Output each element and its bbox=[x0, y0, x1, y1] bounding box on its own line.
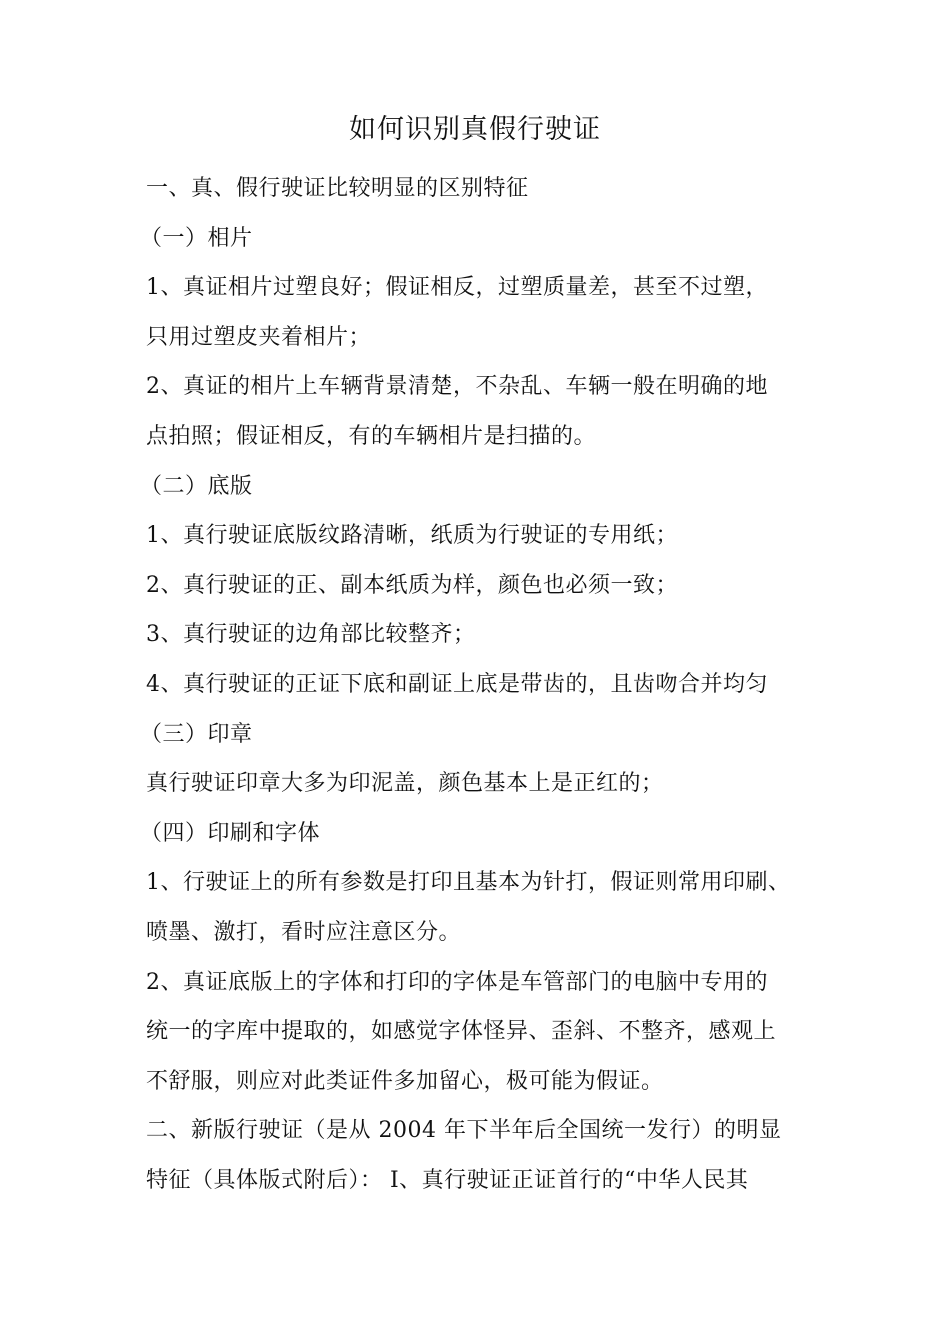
paragraph-line: 1、真证相片过塑良好；假证相反，过塑质量差，甚至不过塑， bbox=[146, 275, 768, 301]
paragraph-line: 不舒服，则应对此类证件多加留心，极可能为假证。 bbox=[146, 1068, 664, 1094]
document-title: 如何识别真假行驶证 bbox=[349, 114, 601, 145]
paragraph-line: 只用过塑皮夹着相片； bbox=[146, 324, 372, 350]
paragraph-line: 4、真行驶证的正证下底和副证上底是带齿的，且齿吻合并均匀 bbox=[146, 671, 768, 697]
document-body bbox=[140, 164, 810, 1205]
subsection-heading: （四）印刷和字体 bbox=[140, 820, 321, 846]
paragraph-line: 2、真证底版上的字体和打印的字体是车管部门的电脑中专用的 bbox=[146, 969, 768, 995]
subsection-heading: （一）相片 bbox=[140, 225, 253, 251]
section-heading: 二、新版行驶证（是从 2004 年下半年后全国统一发行）的明显 bbox=[146, 1118, 782, 1144]
paragraph-line: 特征（具体版式附后）： I、真行驶证正证首行的“中华人民其 bbox=[146, 1167, 749, 1193]
paragraph-line: 2、真证的相片上车辆背景清楚，不杂乱、车辆一般在明确的地 bbox=[146, 374, 768, 400]
paragraph-line: 1、行驶证上的所有参数是打印且基本为针打，假证则常用印刷、 bbox=[146, 870, 791, 896]
paragraph-line: 1、真行驶证底版纹路清晰，纸质为行驶证的专用纸； bbox=[146, 523, 678, 549]
paragraph-line: 2、真行驶证的正、副本纸质为样，颜色也必须一致； bbox=[146, 572, 678, 598]
paragraph-line: 真行驶证印章大多为印泥盖，颜色基本上是正红的； bbox=[146, 771, 664, 797]
subsection-heading: （三）印章 bbox=[140, 721, 253, 747]
paragraph-line: 喷墨、激打，看时应注意区分。 bbox=[146, 919, 462, 945]
section-heading: 一、真、假行驶证比较明显的区别特征 bbox=[146, 176, 529, 201]
paragraph-line: 3、真行驶证的边角部比较整齐； bbox=[146, 622, 476, 648]
subsection-heading: （二）底版 bbox=[140, 473, 253, 499]
paragraph-line: 点拍照；假证相反，有的车辆相片是扫描的。 bbox=[146, 423, 597, 449]
paragraph-line: 统一的字库中提取的，如感觉字体怪异、歪斜、不整齐，感观上 bbox=[146, 1019, 777, 1045]
